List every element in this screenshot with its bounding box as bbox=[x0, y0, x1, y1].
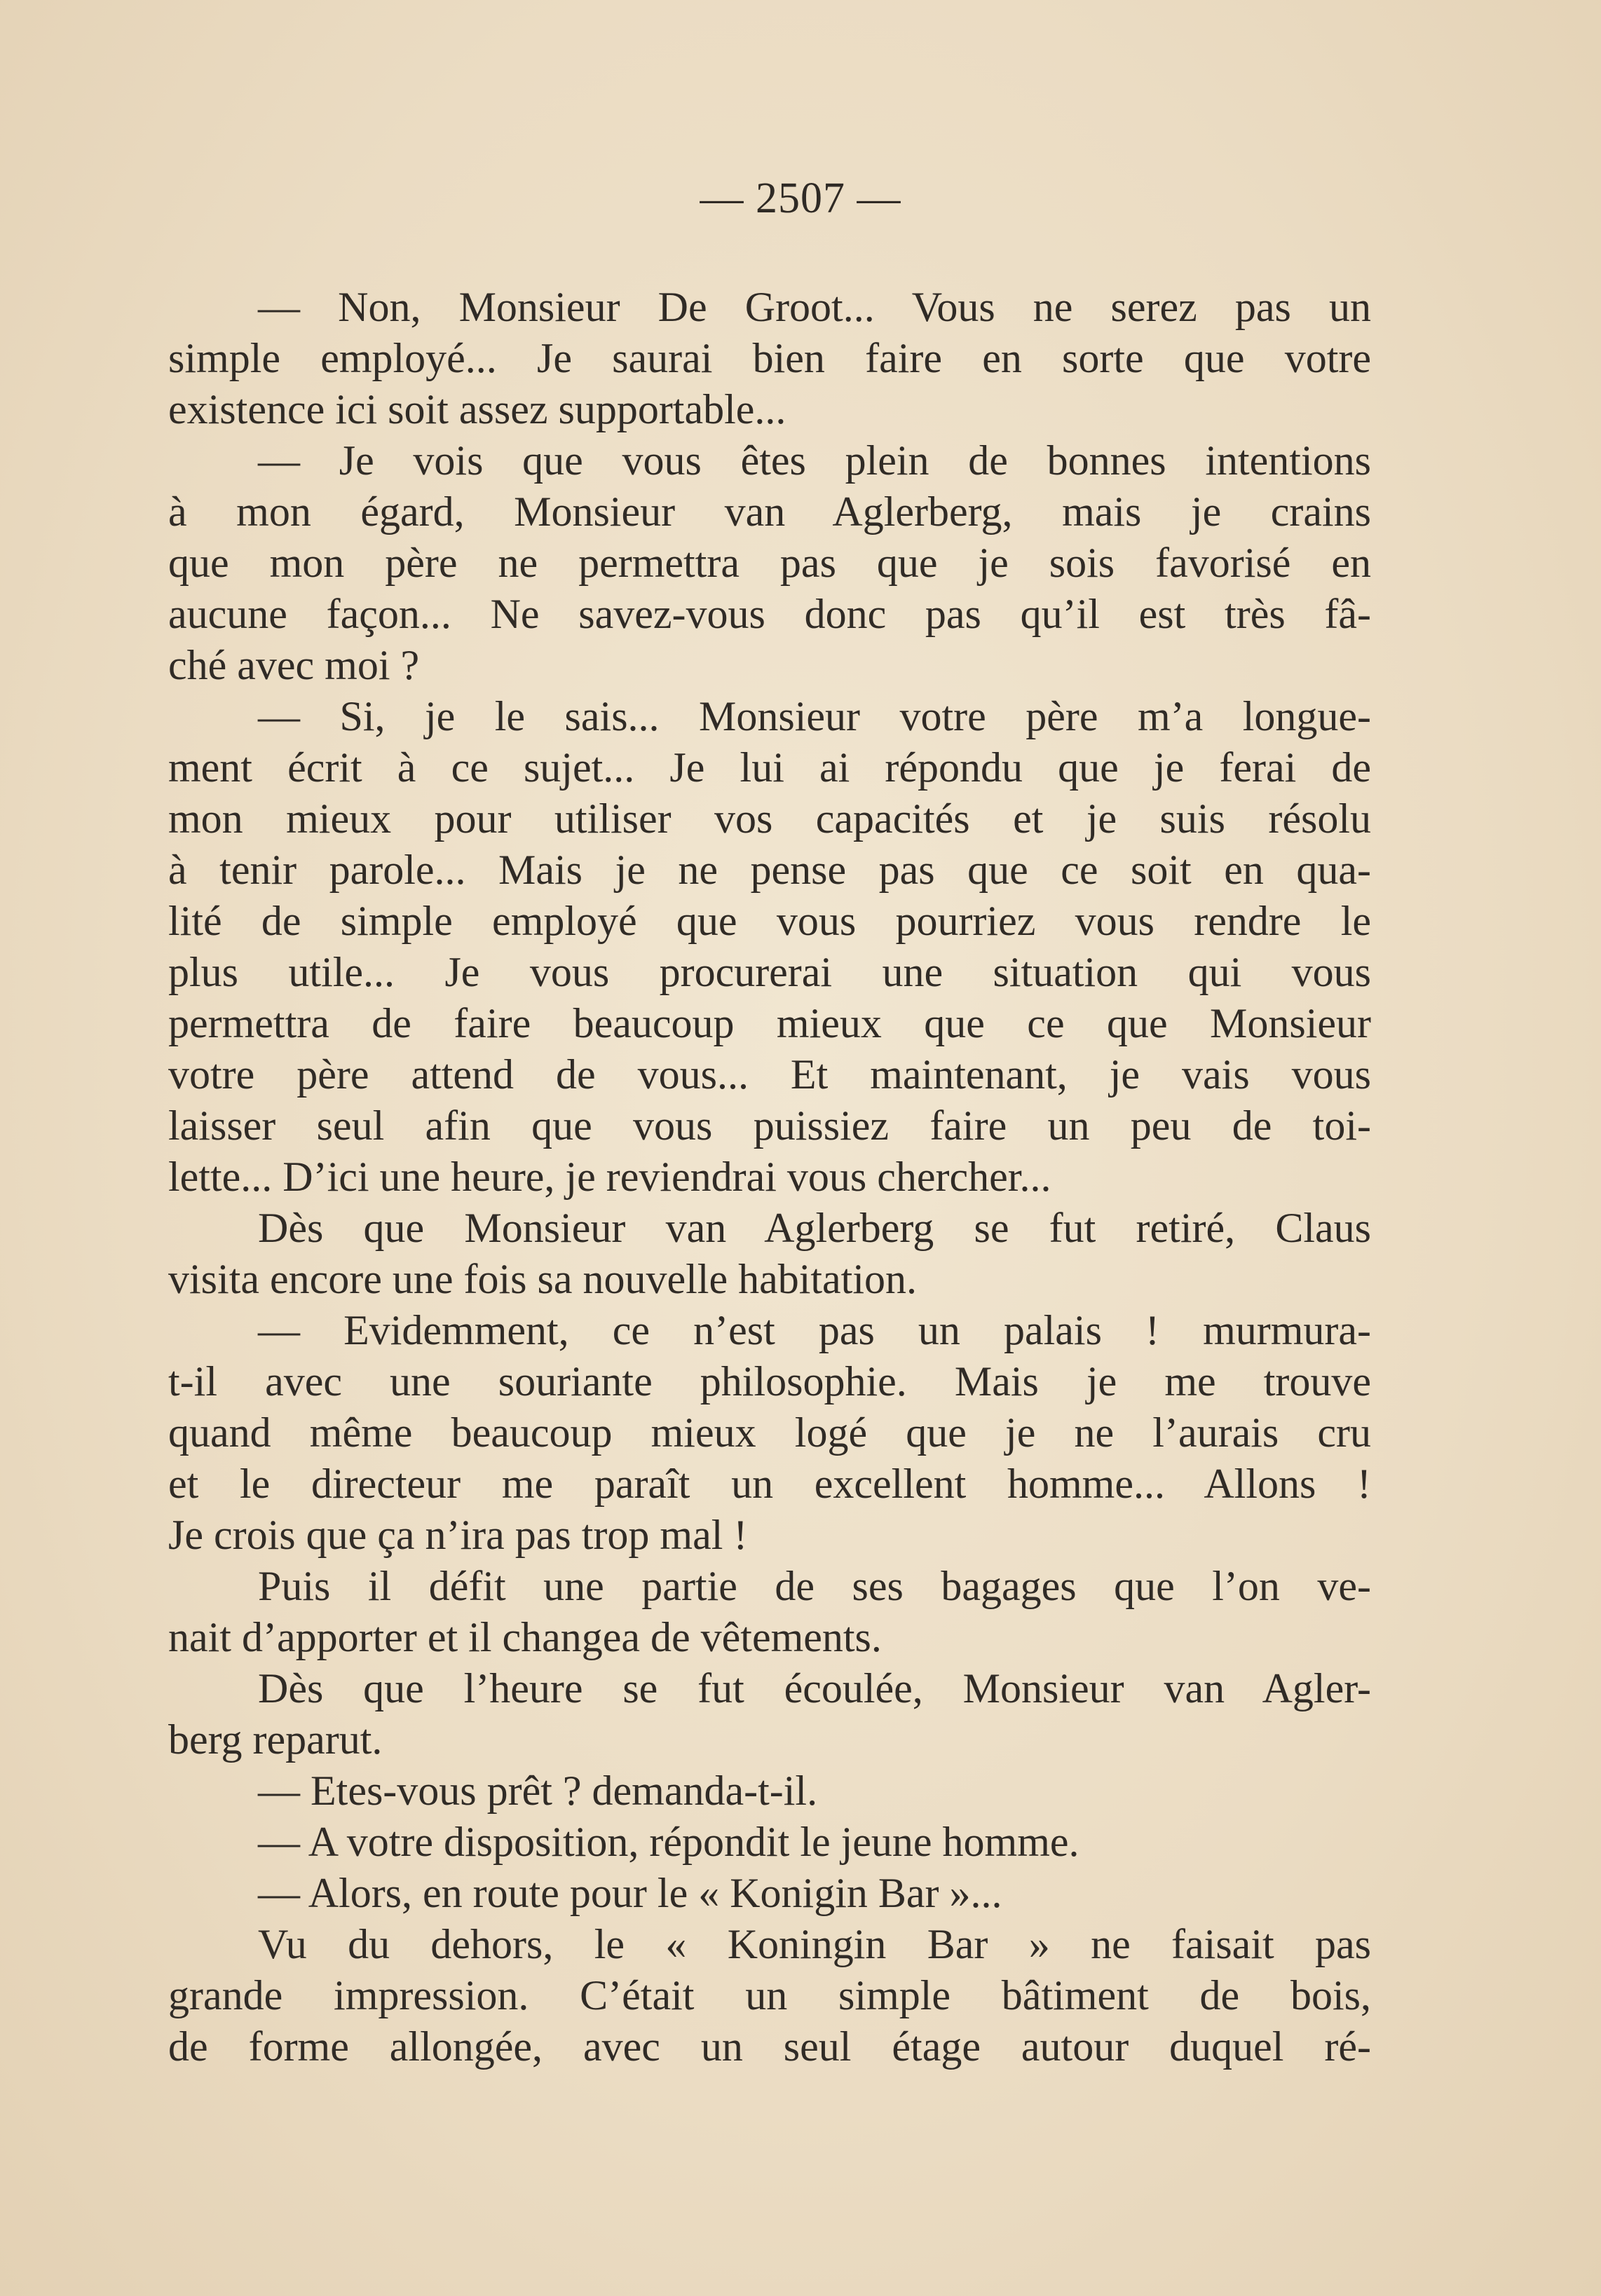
text-line: que mon père ne permettra pas que je sois favorisé en bbox=[168, 540, 1371, 586]
text-line: existence ici soit assez supportable... bbox=[168, 386, 786, 432]
text-line: ché avec moi ? bbox=[168, 642, 420, 688]
text-line: à mon égard, Monsieur van Aglerberg, mais je crains bbox=[168, 488, 1371, 535]
text-line: grande impression. C’était un simple bâtiment de bois, bbox=[168, 1972, 1371, 2018]
text-line: — Non, Monsieur De Groot... Vous ne serez pas un bbox=[258, 284, 1371, 330]
text-line: t-il avec une souriante philosophie. Mais je me trouve bbox=[168, 1358, 1371, 1405]
page-body-text bbox=[168, 282, 1371, 2072]
text-line: — Si, je le sais... Monsieur votre père m’a longue- bbox=[258, 693, 1371, 739]
text-line: permettra de faire beaucoup mieux que ce que Monsieur bbox=[168, 1000, 1371, 1046]
text-line: ment écrit à ce sujet... Je lui ai répondu que je ferai de bbox=[168, 744, 1371, 791]
text-line: Puis il défit une partie de ses bagages que l’on ve- bbox=[258, 1563, 1371, 1609]
text-line: visita encore une fois sa nouvelle habitation. bbox=[168, 1256, 918, 1302]
text-line: simple employé... Je saurai bien faire en sorte que votre bbox=[168, 335, 1371, 381]
text-line: aucune façon... Ne savez-vous donc pas qu’il est très fâ- bbox=[168, 591, 1371, 637]
text-line: — Je vois que vous êtes plein de bonnes intentions bbox=[258, 437, 1371, 484]
text-line: à tenir parole... Mais je ne pense pas que ce soit en qua- bbox=[168, 847, 1371, 893]
text-line: — Etes-vous prêt ? demanda-t-il. bbox=[258, 1768, 818, 1814]
text-line: — Alors, en route pour le « Konigin Bar »... bbox=[258, 1870, 1002, 1916]
text-line: — A votre disposition, répondit le jeune homme. bbox=[258, 1819, 1079, 1865]
text-line: quand même beaucoup mieux logé que je ne l’aurais cru bbox=[168, 1409, 1371, 1456]
text-line: Dès que l’heure se fut écoulée, Monsieur van Agler- bbox=[258, 1665, 1371, 1711]
text-line: et le directeur me paraît un excellent homme... Allons ! bbox=[168, 1461, 1371, 1507]
text-line: mon mieux pour utiliser vos capacités et je suis résolu bbox=[168, 795, 1371, 842]
page-number: — 2507 — bbox=[700, 175, 901, 222]
text-line: Vu du dehors, le « Koningin Bar » ne faisait pas bbox=[258, 1921, 1371, 1967]
text-line: de forme allongée, avec un seul étage autour duquel ré- bbox=[168, 2023, 1371, 2070]
text-line: votre père attend de vous... Et maintenant, je vais vous bbox=[168, 1051, 1371, 1098]
text-line: Je crois que ça n’ira pas trop mal ! bbox=[168, 1512, 748, 1558]
text-line: lité de simple employé que vous pourriez vous rendre le bbox=[168, 898, 1371, 944]
text-line: laisser seul afin que vous puissiez faire un peu de toi- bbox=[168, 1102, 1371, 1149]
text-line: nait d’apporter et il changea de vêtements. bbox=[168, 1614, 882, 1660]
text-line: — Evidemment, ce n’est pas un palais ! murmura- bbox=[258, 1307, 1371, 1353]
text-line: berg reparut. bbox=[168, 1716, 383, 1763]
text-line: plus utile... Je vous procurerai une situation qui vous bbox=[168, 949, 1371, 995]
text-line: Dès que Monsieur van Aglerberg se fut retiré, Claus bbox=[258, 1205, 1371, 1251]
text-line: lette... D’ici une heure, je reviendrai vous chercher... bbox=[168, 1154, 1051, 1200]
